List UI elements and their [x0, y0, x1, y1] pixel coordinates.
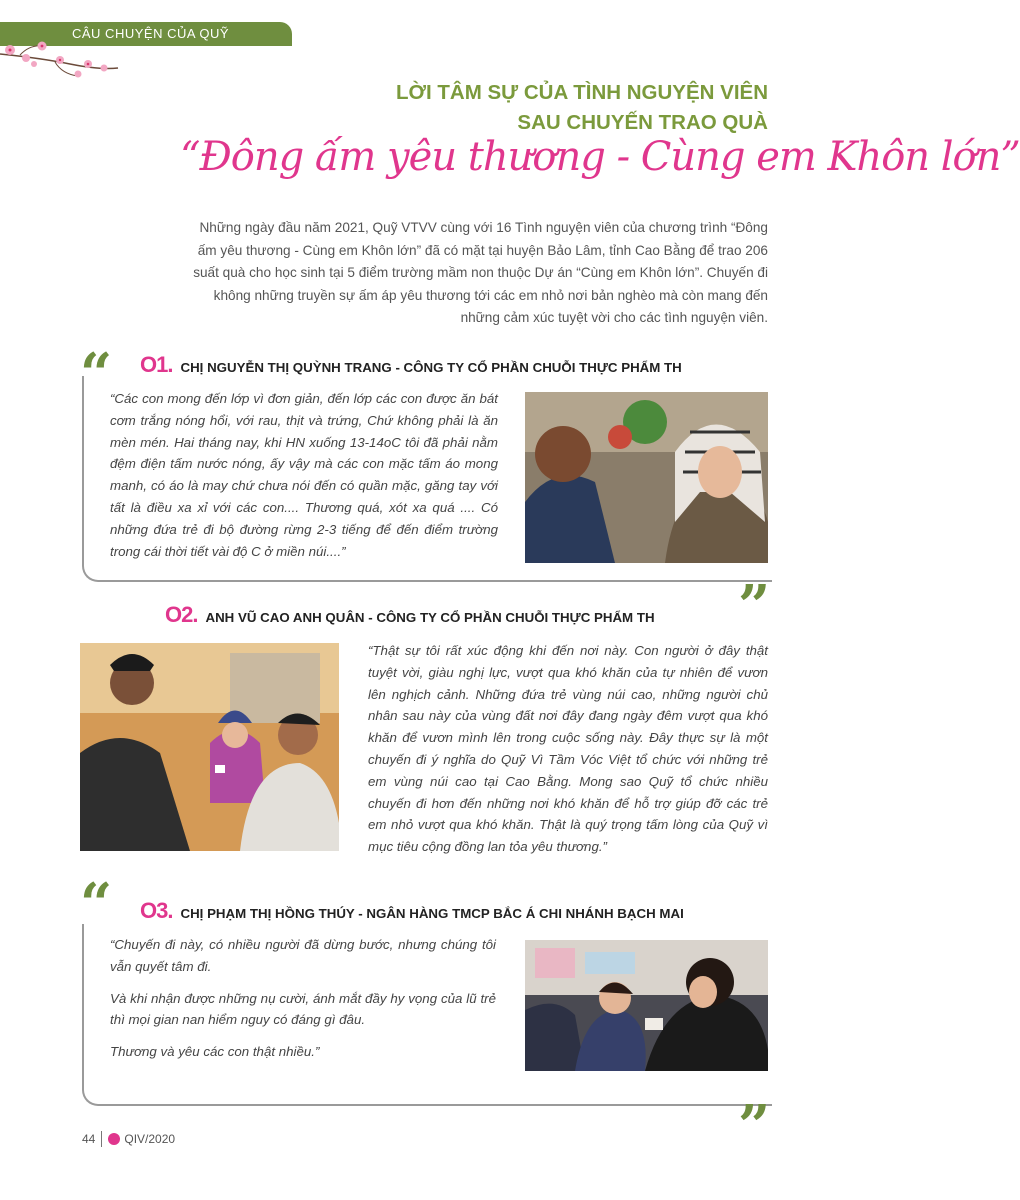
- testimonial-1-name: CHỊ NGUYỄN THỊ QUỲNH TRANG - CÔNG TY CỔ PHẦN CHUỖI THỰC PHẨM TH: [180, 360, 682, 375]
- testimonial-1-number: O1.: [140, 352, 173, 377]
- testimonial-3-heading: [140, 898, 684, 924]
- testimonial-3-paragraph-2: Và khi nhận được những nụ cười, ánh mắt đầy hy vọng của lũ trẻ thì mọi gian nan hiểm nguy có đáng gì đâu.: [110, 990, 496, 1028]
- intro-paragraph: Những ngày đầu năm 2021, Quỹ VTVV cùng với 16 Tình nguyện viên của chương trình “Đông ấm yêu thương - Cùng em Khôn lớn” đã có mặt tại huyện Bảo Lâm, tỉnh Cao Bằng để trao 206 suất quà cho học sinh tại 5 điểm trường mầm non thuộc Dự án “Cùng em Khôn lớn”. Chuyến đi không những truyền sự ấm áp yêu thương tới các em nhỏ nơi bản nghèo mà còn mang đến những cảm xúc tuyệt vời cho các tình nguyện viên.: [193, 220, 768, 325]
- quote-open-icon-3: “: [80, 871, 113, 937]
- testimonial-2-text: “Thật sự tôi rất xúc động khi đến nơi này. Con người ở đây thật tuyệt vời, giàu nghị lực, vượt qua khó khăn của tự nhiên để vươn lên nghịch cảnh. Những đứa trẻ vùng núi cao, những người chủ nhân sau này của vùng đất nơi đây đang ngày đêm vượt qua khó khăn để vươn mình lên trong cuộc sống này. Đây thực sự là một chuyến đi ý nghĩa do Quỹ Vì Tầm Vóc Việt tổ chức với những trẻ em vùng núi cao tại Cao Bằng. Mong sao Quỹ tổ chức nhiều chuyến đi hơn đến những nơi khó khăn để hỗ trợ giúp đỡ các trẻ em nhỏ vượt qua khó khăn. Thật là quý trọng tấm lòng của Quỹ vì mục tiêu cộng đồng lan tỏa yêu thương.”: [368, 643, 768, 855]
- quote-close-icon: ”: [738, 573, 771, 639]
- testimonial-3-text: [110, 934, 496, 1073]
- page-footer: [82, 1131, 175, 1147]
- logo-dot-icon: [108, 1133, 120, 1145]
- testimonial-3-paragraph-1: “Chuyến đi này, có nhiều người đã dừng bước, nhưng chúng tôi vẫn quyết tâm đi.: [110, 937, 496, 974]
- page-title: [396, 78, 768, 138]
- photo-volunteer-classroom: [525, 940, 768, 1071]
- photo-volunteer-girl: [525, 392, 768, 563]
- testimonial-2-number: O2.: [165, 602, 198, 627]
- program-title: “Đông ấm yêu thương - Cùng em Khôn lớn”: [180, 134, 1020, 180]
- testimonial-3-paragraph-3: Thương và yêu các con thật nhiều.”: [110, 1044, 320, 1060]
- blossom-branch-icon: [0, 24, 120, 80]
- testimonial-1-text: “Các con mong đến lớp vì đơn giản, đến lớp các con được ăn bát cơm trắng nóng hổi, với rau, thịt và trứng, Chứ không phải là ăn mèn mén. Hai tháng nay, khi HN xuống 13-14oC tôi đã phải nằm đệm điện tấm nước nóng, ấy vậy mà các con mặc tấm áo mong manh, có áo là may chứ chưa nói đến có quần mặc, găng tay với tất là điều xa xỉ với các con.... Thương quá, xót xa quá .... Có những đứa trẻ đi bộ đường rừng 2-3 tiếng để đến điểm trường trong cái thời tiết vài độ C ở miền núi....”: [110, 391, 498, 559]
- testimonial-2-name: ANH VŨ CAO ANH QUÂN - CÔNG TY CỔ PHẦN CHUỖI THỰC PHẨM TH: [205, 610, 655, 625]
- quote-close-icon-3: ”: [738, 1093, 771, 1159]
- testimonial-1-heading: [140, 352, 682, 378]
- testimonial-2-heading: [165, 602, 655, 628]
- title-line-2: SAU CHUYẾN TRAO QUÀ: [517, 111, 768, 134]
- page-number: 44: [82, 1132, 96, 1146]
- title-line-1: LỜI TÂM SỰ CỦA TÌNH NGUYỆN VIÊN: [396, 81, 768, 104]
- quote-open-icon: “: [80, 341, 113, 407]
- testimonial-3-name: CHỊ PHẠM THỊ HỒNG THÚY - NGÂN HÀNG TMCP BẮC Á CHI NHÁNH BẠCH MAI: [180, 906, 684, 921]
- photo-volunteer-child-man: [80, 643, 339, 851]
- footer-divider: [101, 1131, 102, 1147]
- section-label: CÂU CHUYỆN CỦA QUỸ: [72, 26, 230, 41]
- issue-label: QIV/2020: [124, 1132, 176, 1146]
- testimonial-3-number: O3.: [140, 898, 173, 923]
